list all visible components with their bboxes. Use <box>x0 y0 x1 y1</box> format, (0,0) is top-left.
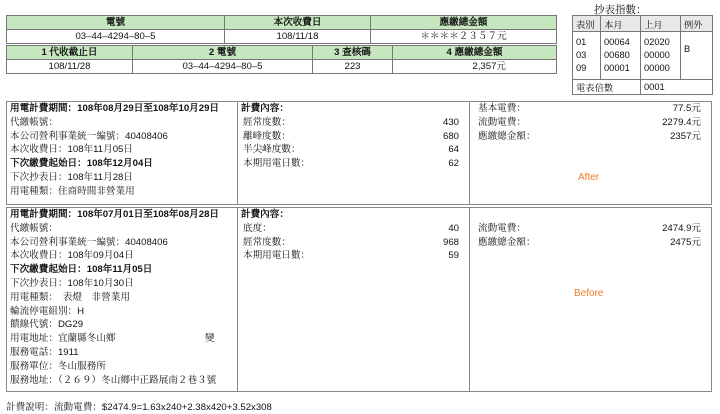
last-month-column: 02020 00000 00000 <box>641 32 681 80</box>
before-bill-panel <box>6 207 712 392</box>
electricity-type: 用電種類： 表燈 非營業用 <box>10 291 130 303</box>
meter-type-column: 01 03 09 <box>573 32 601 80</box>
total-amount-header: 應繳總金額 <box>371 16 557 30</box>
last-month-header: 上月 <box>641 16 681 32</box>
after-charges <box>470 102 711 204</box>
charge-row: 應繳總金額： 2475元 <box>478 236 701 248</box>
due-date-value: 108/11/28 <box>7 60 133 74</box>
this-month-header: 本月 <box>601 16 641 32</box>
exception-column: B <box>681 32 713 80</box>
due-date-header: 1 代收截止日 <box>7 46 133 60</box>
next-meter-reading-date: 下次抄表日：108年11月28日 <box>10 171 133 183</box>
charge-row: 流動電費： 2474.9元 <box>478 222 701 234</box>
calculation-note: 計費說明：流動電費：$2474.9=1.63x240+2.38x420+3.52x308 <box>6 402 272 413</box>
before-billing-info <box>7 208 238 391</box>
exception-header: 例外 <box>681 16 713 32</box>
usage-details-title: 計費內容： <box>241 209 289 220</box>
usage-row: 經常度數： 430 <box>243 116 459 128</box>
service-unit: 服務單位：冬山服務所 <box>10 360 106 372</box>
billing-period: 用電計費期間：108年07月01日至108年08月28日 <box>10 209 220 220</box>
electricity-type: 用電種類：住商時間非營業用 <box>10 185 135 197</box>
service-address: 服務地址：（２６９）冬山鄉中正路展南２巷３號 <box>10 374 217 386</box>
meter-type-header: 表別 <box>573 16 601 32</box>
total-amount-value: ＊＊＊＊２３５７元 <box>371 30 557 44</box>
usage-row: 本期用電日數： 59 <box>243 250 459 262</box>
charge-date-value: 108/11/18 <box>225 30 371 44</box>
meter-multiplier-label: 電表倍數 <box>573 80 641 95</box>
bill-summary-bottom <box>6 45 557 74</box>
charge-date: 本次收費日：108年11月05日 <box>10 144 133 156</box>
service-phone: 服務電話：1911 <box>10 346 79 358</box>
after-bill-panel <box>6 101 712 205</box>
charge-row: 應繳總金額： 2357元 <box>478 130 701 142</box>
total-amount-value-2: 2,357元 <box>393 60 557 74</box>
usage-row: 半尖峰度數： 64 <box>243 144 459 156</box>
bill-summary-top <box>6 15 557 44</box>
payment-account: 代繳帳號： <box>10 116 58 128</box>
electric-number-value: 03–44–4294–80–5 <box>7 30 225 44</box>
before-usage-details <box>238 208 470 391</box>
meter-readings-title: 抄表指數： <box>594 4 647 16</box>
meter-multiplier-value: 0001 <box>641 80 713 95</box>
this-month-column: 00064 00680 00001 <box>601 32 641 80</box>
electricity-address: 用電地址：宜蘭縣冬山鄉 <box>10 333 116 345</box>
electric-number-header: 電號 <box>7 16 225 30</box>
next-meter-reading-date: 下次抄表日：108年10月30日 <box>10 277 134 289</box>
electric-number-value-2: 03–44–4294–80–5 <box>133 60 313 74</box>
usage-details-title: 計費內容： <box>241 103 289 114</box>
electric-number-header-2: 2 電號 <box>133 46 313 60</box>
before-charges <box>470 208 711 391</box>
before-label: Before <box>574 288 604 299</box>
charge-date-header: 本次收費日 <box>225 16 371 30</box>
check-code-header: 3 查核碼 <box>313 46 393 60</box>
after-usage-details <box>238 102 470 204</box>
meter-readings-table <box>572 15 713 95</box>
next-payment-start-date: 下次繳費起始日：108年12月04日 <box>10 158 153 170</box>
total-amount-header-2: 4 應繳總金額 <box>393 46 557 60</box>
feeder-code: 饋線代號：DG29 <box>10 319 84 331</box>
usage-row: 本期用電日數： 62 <box>243 158 459 170</box>
charge-row: 流動電費： 2279.4元 <box>478 116 701 128</box>
usage-row: 經常度數： 968 <box>243 236 459 248</box>
company-tax-id: 本公司營利事業統一編號：40408406 <box>10 236 168 248</box>
outage-group: 輪流停電組別：H <box>10 305 85 317</box>
company-tax-id: 本公司營利事業統一編號：40408406 <box>10 130 168 142</box>
service-address-row <box>7 332 237 346</box>
check-code-value: 223 <box>313 60 393 74</box>
charge-date: 本次收費日：108年09月04日 <box>10 250 134 262</box>
after-billing-info <box>7 102 238 204</box>
usage-row: 底度： 40 <box>243 222 459 234</box>
address-side-char: 變 <box>205 333 215 345</box>
after-label: After <box>578 172 600 183</box>
billing-period: 用電計費期間：108年08月29日至108年10月29日 <box>10 103 220 114</box>
usage-row: 離峰度數： 680 <box>243 130 459 142</box>
next-payment-start-date: 下次繳費起始日：108年11月05日 <box>10 264 153 276</box>
payment-account: 代繳帳號： <box>10 222 58 234</box>
charge-row: 基本電費： 77.5元 <box>478 103 701 114</box>
